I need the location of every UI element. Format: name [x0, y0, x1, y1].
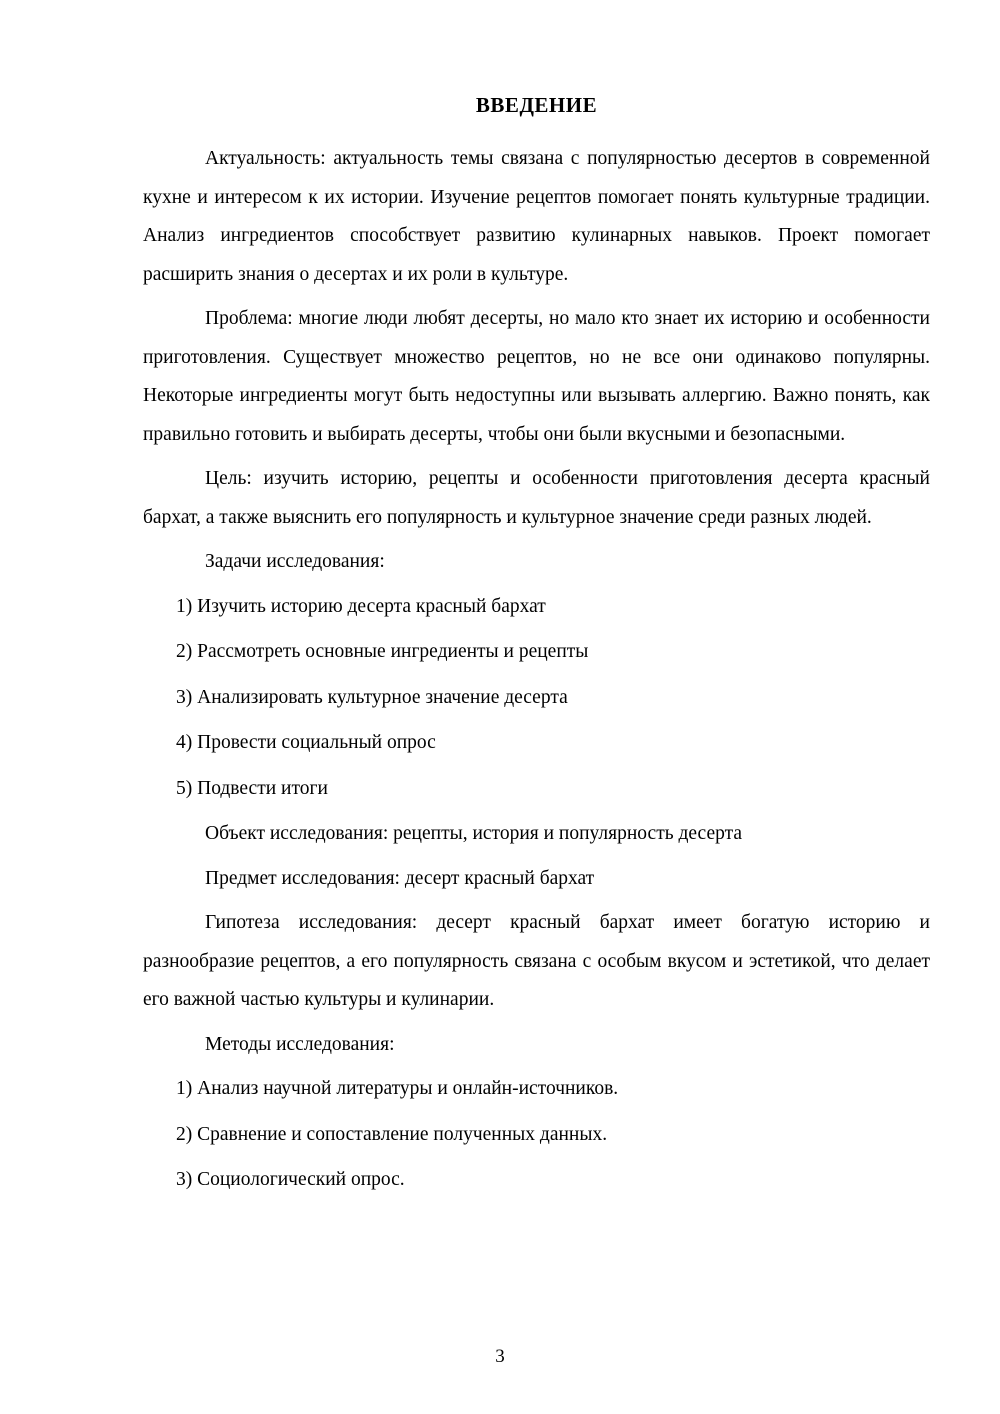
- paragraph-problem: Проблема: многие люди любят десерты, но мало кто знает их историю и особенности приготовления. Существует множество рецептов, но не все они одинаково популярны. Некоторые ингредиенты могут быть недоступны или вызывать аллергию. Важно понять, как правильно готовить и выбирать десерты, чтобы они были вкусными и безопасными.: [143, 308, 930, 445]
- page-number: 3: [495, 1346, 505, 1367]
- task-item-4: 4) Провести социальный опрос: [176, 732, 436, 753]
- paragraph-goal: Цель: изучить историю, рецепты и особенности приготовления десерта красный бархат, а также выяснить его популярность и культурное значение среди разных людей.: [143, 468, 930, 528]
- method-item-3: 3) Социологический опрос.: [176, 1169, 405, 1190]
- task-item-5: 5) Подвести итоги: [176, 777, 328, 799]
- document-title: ВВЕДЕНИЕ: [475, 93, 598, 117]
- task-item-2: 2) Рассмотреть основные ингредиенты и рецепты: [176, 641, 589, 662]
- task-item-1: 1) Изучить историю десерта красный бархат: [176, 595, 546, 617]
- method-item-2: 2) Сравнение и сопоставление полученных данных.: [176, 1123, 608, 1145]
- paragraph-subject: Предмет исследования: десерт красный бархат: [205, 867, 595, 889]
- method-item-1: 1) Анализ научной литературы и онлайн-источников.: [176, 1078, 619, 1099]
- task-item-3: 3) Анализировать культурное значение десерта: [176, 686, 568, 708]
- paragraph-relevance: Актуальность: актуальность темы связана с популярностью десертов в современной кухне и интересом к их истории. Изучение рецептов помогает понять культурные традиции. Анализ ингредиентов способствует развитию кулинарных навыков. Проект помогает расширить знания о десертах и их роли в культуре.: [143, 148, 930, 285]
- heading-tasks: Задачи исследования:: [205, 551, 385, 572]
- paragraph-object: Объект исследования: рецепты, история и популярность десерта: [205, 823, 743, 844]
- heading-methods: Методы исследования:: [205, 1033, 395, 1055]
- paragraph-hypothesis: Гипотеза исследования: десерт красный бархат имеет богатую историю и разнообразие рецептов, а его популярность связана с особым вкусом и эстетикой, что делает его важной частью культуры и кулинарии.: [143, 912, 930, 1010]
